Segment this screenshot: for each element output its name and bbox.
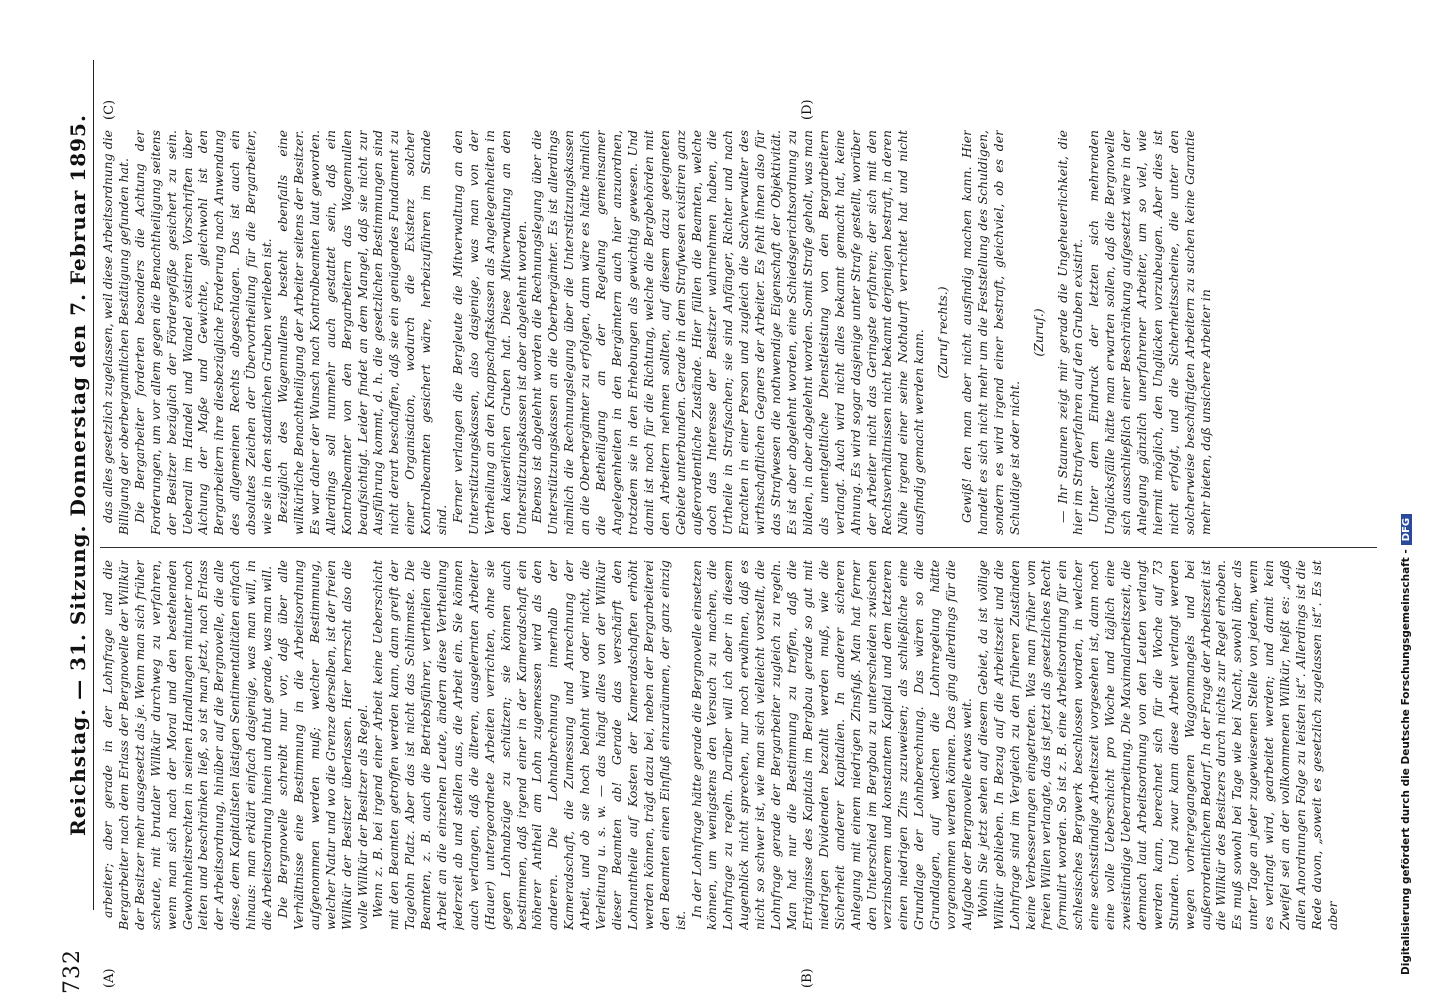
text-columns	[100, 99, 1377, 988]
column-divider	[100, 547, 1377, 548]
margin-marker-d: (D)	[800, 99, 815, 120]
left-paragraph: Wenn z. B. bei irgend einer Arbeit keine Ueberschicht mit den Beamten getroffen werden kann, dann greift der Tagelohn Platz. Aber das ist nicht das Schlimmste. Die Beamten, z. B. auch die Betriebsführer, vertheilen die Arbeit an die einzelnen Leute, ändern diese Vertheilung jederzeit ab und stellen aus, die Arbeit ein. Sie können auch verlangen, daß die älteren, ausgelernten Arbeiter (Hauer) untergeordnete Arbeiten verrichten, ohne sie gegen Lohnabzüge zu schützen; sie können auch bestimmen, daß irgend einer in der Kameradschaft ein höherer Antheil am Lohn zugemessen wird als den anderen. Die Lohnabrechnung innerhalb der Kameradschaft, die Zumessung und Anrechnung der Arbeit, und ob sie hoch belohnt wird oder nicht, die Verleitung u. s. w. — das hängt alles von der Willkür dieser Beamten ab! Gerade das verschärft den Lohnantheile auf Kosten der Kameradschaften erhöht werden können, trägt dazu bei, neben der Bergarbeiterei den Beamten einen Einfluß einzuräumen, der ganz einzig ist.	[370, 560, 688, 930]
left-paragraph: In der Lohnfrage hätte gerade die Bergnovelle einsetzen können, um wenigstens den Versuch zu machen, die Lohnfrage zu regeln. Darüber will ich aber in diesem Augenblick nicht sprechen, nur noch erwähnen, daß es nicht so schwer ist, wie man sich vielleicht vorstellt, die Lohnfrage gerade der Bergarbeiter zugleich zu regeln. Man hat nur die Bestimmung zu treffen, daß die Erträgnisse des Kapitals im Bergbau gerade so gut mit niedrigen Dividenden bezahlt werden muß, wie die Sicherheit anderer Kapitalien. In anderer sicheren Anlegung mit einem niedrigen Zinsfuß. Man hat ferner den Unterschied im Bergbau zu unterscheiden zwischen verzinsbarem und konstantem Kapital und dem letzteren einen niedrigen Zins zuzuweisen; als schließliche eine Grundlage der Lohnberechnung. Das wären so die Grundlagen, auf welchen die Lohnregelung hätte vorgenommen werden können. Das ging allerdings für die Aufgabe der Bergnovelle etwas weit.	[688, 560, 974, 930]
dfg-logo: DFG	[1401, 514, 1412, 545]
right-column	[100, 130, 1377, 535]
imprint-text: Digitalisierung gefördert durch die Deutsche Forschungsgemeinschaft -	[1400, 549, 1412, 975]
right-paragraph: Die Bergarbeiter forderten besonders die Achtung der Forderungen, um vor allem gegen die Benachtheiligung seitens der Besitzer bezüglich der Fördergefäße gesichert zu sein. Ueberall im Handel und Wandel existiren Vorschriften über Aichung der Maße und Gewichte, gleichwohl ist den Bergarbeitern ihre diesbezügliche Forderung nach Anwendung des allgemeinen Rechts abgeschlagen. Das ist auch ein absolutes Zeichen der Übervortheilung für die Bergarbeiter, wie sie in den staatlichen Gruben verlieben ist.	[131, 130, 275, 535]
margin-marker-b: (B)	[800, 968, 815, 988]
right-paragraph: — Ihr Staunen zeigt mir gerade die Ungeheuerlichkeit, die hier im Strafverfahren auf den Gruben existirt.	[1054, 130, 1086, 535]
margin-marker-c: (C)	[102, 99, 117, 120]
page-number: 732	[60, 949, 85, 994]
right-paragraph: Unter dem Eindruck der letzten sich mehrenden Unglücksfälle hätte man erwarten sollen, daß die Bergnovelle sich ausschließlich einer Beschränkung aufgesetzt wäre in der Anlegung gänzlich unerfahrener Arbeiter, um so viel, wie hiermit möglich, den Unglücken vorzubeugen. Aber dies ist nicht erfolgt, und die Sicherheitsscheine, die unter den solcherweise beschäftigten Arbeitern zu suchen keine Garantie mehr bieten, daß unsichere Arbeiter in	[1086, 130, 1213, 535]
left-paragraph: Die Bergnovelle schreibt nur vor, daß über alle Verhältnisse eine Bestimmung in die Arbeitsordnung aufgenommen werden muß; welcher Bestimmung, welcher Natur und wo die Grenze derselben, ist der freien Willkür der Besitzer überlassen. Hier herrscht also die volle Willkür der Besitzer als Regel.	[274, 560, 370, 930]
interjection: (Zuruf rechts.)	[935, 286, 951, 379]
running-head: Reichstag. — 31. Sitzung. Donnerstag den 7. Februar 1895.	[66, 114, 90, 836]
right-paragraph: das alles gesetzlich zugelassen, weil diese Arbeitsordnung die Billigung der oberbergamtlichen Bestätigung gefunden hat.	[100, 130, 131, 535]
margin-marker-a: (A)	[102, 968, 117, 988]
digitization-imprint	[1400, 15, 1412, 975]
interjection: (Zuruf.)	[1030, 308, 1046, 357]
right-paragraph: Gewiß! den man aber nicht ausfindig machen kann. Hier handelt es sich nicht mehr um die Feststellung des Schuldigen, sondern es wird irgend einer bestraft, gleichviel, ob es der Schuldige ist oder nicht.	[959, 130, 1022, 535]
page-header	[0, 0, 115, 1000]
left-paragraph: Wohin Sie jetzt sehen auf diesem Gebiet, da ist völlige Willkür geblieben. In Bezug auf die Arbeitszeit und die Lohnfrage sind im Vergleich zu den früheren Zuständen keine Verbesserungen eingetreten. Was man früher vom freien Willen verlangte, das ist jetzt als gesetzliches Recht formulirt worden. So ist z. B. eine Arbeitsordnung für ein schlesisches Bergwerk beschlossen worden, in welcher eine sechsstündige Arbeitszeit vorgesehen ist, dann noch eine volle Ueberschicht pro Woche und täglich eine zweistündige Ueberarbeitung. Die Maximalarbeitszeit, die demnach laut Arbeitsordnung von den Leuten verlangt werden kann, berechnet sich für die Woche auf 73 Stunden. Und zwar kann diese Arbeit verlangt werden wegen vorhergegangenen Waggonmangels und bei außerordentlichem Bedarf. In der Frage der Arbeitszeit ist die Willkür des Besitzers durch nichts zur Regel erhoben. Es muß sowohl bei Tage wie bei Nacht, sowohl über als unter Tage an jeder zugewiesenen Stelle von jedem, wenn es verlangt wird, gearbeitet werden; und damit kein Zweifel sei an der vollkommenen Willkür, heißt es: „daß allen Anordnungen Folge zu leisten ist“. Allerdings ist die Rede davon, „soweit es gesetzlich zugelassen ist“. Es ist aber	[974, 560, 1340, 930]
right-paragraph: Bezüglich des Wagennullens besteht ebenfalls eine willkürliche Benachtheiligung der Arbeiter seitens der Besitzer. Es war daher der Wunsch nach Kontrolbeamten laut geworden. Allerdings soll nunmehr auch gestattet sein, daß ein Kontrolbeamter von den Bergarbeitern das Wagennullen beaufsichtigt. Leider findet an dem Mangel, daß sie nicht zur Ausführung kommt, d. h. die gesetzlichen Bestimmungen sind nicht derart beschaffen, daß sie ein genügendes Fundament zu einer Organisation, wodurch die Existenz solcher Kontrolbeamten gesichert wäre, herbeizuführen im Stande sind.	[274, 130, 450, 535]
left-paragraph: arbeiter; aber gerade in der Lohnfrage und die Bergarbeiter nach dem Erlass der Bergnovelle der Willkür der Besitzer mehr ausgesetzt als je. Wenn man sich früher scheute, mit brutaler Willkür durchweg zu verfahren, wenn man sich nach der Moral und den bestehenden Gewohnheitsrechten in seinen Handlungen mitunter noch leiten und beschränken ließ, so ist man jetzt, nach Erlass der Arbeitsordnung, hinüber auf die Bergnovelle, die alle diese, dem Kapitalisten lästigen Sentimentalitäten einfach hinaus: man erklärt einfach dasjenige, was man will, in die Arbeitsordnung hinein und thut gerade, was man will.	[100, 560, 275, 930]
left-column	[100, 560, 1377, 930]
header-rule	[93, 60, 94, 910]
right-paragraph: Ebenso ist abgelehnt worden die Rechnungslegung über die Unterstützungskassen an die Oberbergämter. Es ist allerdings nämlich die Rechnungslegung über die Unterstützungskassen an die Oberbergämter zu erfolgen, dann wäre es hätte nämlich die Betheiligung an der Regelung gemeinsamer Angelegenheiten in den Bergämtern auch hier anzuordnen, trotzdem sie in den Erhebungen als gewichtig gewesen. Und damit ist noch für die Richtung, welche die Bergbehörden mit den Arbeitern nehmen sollten, auf diesem dazu geeigneten Gebiete unterbunden. Gerade in dem Strafwesen existiren ganz außerordentliche Zustände. Hier füllen die Beamten, welche doch das Interesse der Besitzer wahrnehmen haben, die Urtheile in Strafsachen; sie sind Anfänger, Richter und nach Erachten in einer Person und zugleich die Sachverwalter des wirthschaftlichen Gegners der Arbeiter. Es fehlt ihnen also für das Strafwesen die nothwendige Eigenschaft der Objektivität. Es ist aber abgelehnt worden, eine Schiedsgerichtsordnung zu bilden, in aber abgelehnt worden. Somit Strafe geholt, was man als unentgeltliche Dienstleistung von den Bergarbeitern verlangt. Auch wird nicht alles bekannt gemacht hat, keine Ahnung. Es wird sogar dasjenige unter Strafe gestellt, worüber der Arbeiter nicht das Geringste erfahren; der sich mit den Rechtsverhältnissen nicht bekannt derjenigen bestraft, in deren Nähe irgend einer seine Nothdurft verrichtet hat und nicht ausfindig gemacht werden kann.	[529, 130, 927, 535]
right-paragraph: Ferner verlangen die Bergleute die Mitverwaltung an den Unterstützungskassen, also dasjenige, was man von der Vertheilung an den Knappschaftskassen als Angelegenheiten in den kaiserlichen Gruben hat. Diese Mitverwaltung an den Unterstützungskassen ist aber abgelehnt worden.	[449, 130, 529, 535]
